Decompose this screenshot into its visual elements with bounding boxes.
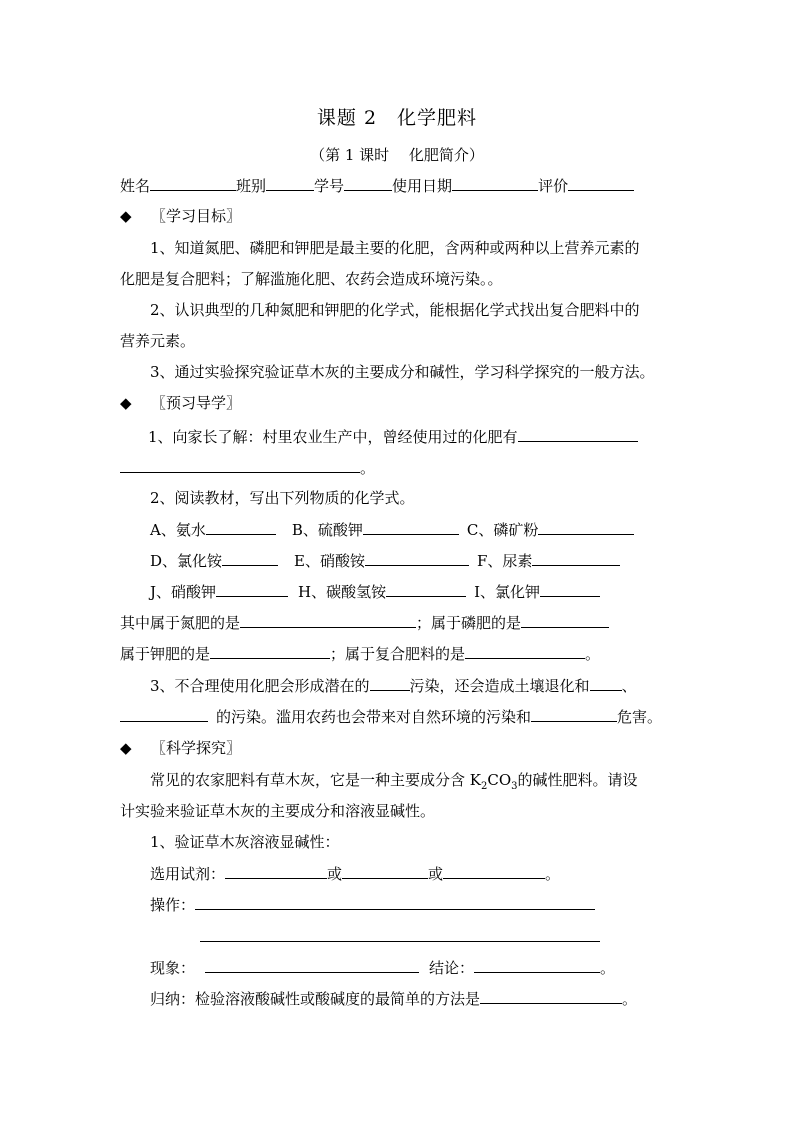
name-blank[interactable]	[150, 175, 236, 191]
summary-row	[150, 988, 710, 1009]
reagent-blank-3[interactable]	[443, 863, 545, 879]
soil-damage-blank[interactable]	[590, 675, 622, 691]
period-text: 。	[545, 865, 561, 883]
reagent-blank-2[interactable]	[342, 863, 428, 879]
goals-heading: 〖学习目标〗	[151, 207, 242, 225]
preview-q1-line-1	[148, 426, 708, 447]
item-a-blank[interactable]	[206, 519, 276, 535]
goals-heading-row	[120, 206, 241, 226]
diamond-bullet-icon: ◆	[120, 394, 132, 412]
potential-pollution-blank[interactable]	[370, 675, 410, 691]
summary-label: 归纳：检验溶液酸碱性或酸碱度的最简单的方法是	[150, 990, 481, 1008]
reagent-row	[150, 863, 710, 884]
or-text: 或	[327, 865, 343, 883]
diamond-bullet-icon: ◆	[120, 207, 132, 225]
formula-row-2	[150, 550, 710, 571]
conclusion-label: 结论：	[429, 959, 475, 977]
operation-row-2	[200, 926, 760, 947]
date-label: 使用日期	[392, 177, 453, 195]
used-fertilizers-blank-2[interactable]	[120, 457, 360, 473]
student-id-label: 学号	[314, 177, 345, 195]
name-label: 姓名	[120, 177, 151, 195]
item-e-blank[interactable]	[365, 550, 469, 566]
item-d-label: D、氯化铵	[150, 552, 223, 570]
summary-blank[interactable]	[480, 988, 622, 1004]
date-blank[interactable]	[452, 175, 538, 191]
class-blank[interactable]	[266, 175, 314, 191]
intro-text-c: 的碱性肥料。请设	[517, 771, 638, 789]
conclusion-blank[interactable]	[474, 957, 600, 973]
phosphate-fertilizer-blank[interactable]	[521, 612, 609, 628]
q3-text-c: 、	[621, 677, 637, 695]
item-i-blank[interactable]	[540, 581, 600, 597]
preview-q1-line-2	[120, 457, 680, 478]
goal-2-line-1: 2、认识典型的几种氮肥和钾肥的化学式，能根据化学式找出复合肥料中的	[150, 301, 640, 319]
nitrogen-fertilizer-blank[interactable]	[240, 612, 416, 628]
item-e-label: E、硝酸铵	[294, 552, 365, 570]
preview-heading: 〖预习导学〗	[151, 394, 242, 412]
explore-step-1: 1、验证草木灰溶液显碱性：	[150, 833, 340, 851]
operation-blank-2[interactable]	[200, 926, 600, 942]
explore-heading: 〖科学探究〗	[151, 739, 242, 757]
formula-row-3	[150, 581, 710, 602]
goal-1-line-1: 1、知道氮肥、磷肥和钾肥是最主要的化肥，含两种或两种以上营养元素的	[150, 239, 640, 257]
compound-fertilizer-blank[interactable]	[465, 643, 585, 659]
item-h-blank[interactable]	[386, 581, 466, 597]
preview-q1-text: 1、向家长了解：村里农业生产中，曾经使用过的化肥有	[148, 428, 518, 446]
other-pollution-blank[interactable]	[120, 706, 208, 722]
item-i-label: I、氯化钾	[474, 583, 541, 601]
subscript-2: 2	[480, 781, 488, 792]
or-text: 或	[428, 865, 444, 883]
explore-intro-line-2: 计实验来验证草木灰的主要成分和溶液显碱性。	[120, 802, 436, 820]
q3-text-d: 的污染。滥用农药也会带来对自然环境的污染和	[216, 708, 532, 726]
reagent-blank-1[interactable]	[225, 863, 327, 879]
q3-text-e: 危害。	[617, 708, 663, 726]
page-title: 课题 2 化学肥料	[316, 107, 478, 129]
phenomenon-label: 现象：	[150, 959, 196, 977]
preview-q2: 2、阅读教材，写出下列物质的化学式。	[150, 489, 415, 507]
q3-text-b: 污染，还会造成土壤退化和	[409, 677, 590, 695]
classification-row-2	[120, 643, 680, 664]
preview-q3-line-1	[150, 675, 710, 696]
evaluation-label: 评价	[538, 177, 569, 195]
q3-text-a: 3、不合理使用化肥会形成潜在的	[150, 677, 370, 695]
item-j-blank[interactable]	[216, 581, 288, 597]
student-info-row	[120, 175, 680, 196]
page-subtitle: （第 1 课时 化肥简介）	[310, 146, 484, 164]
intro-text-b: CO	[487, 771, 512, 789]
classification-row-1	[120, 612, 680, 633]
item-a-label: A、氨水	[150, 521, 206, 539]
period-text: 。	[360, 459, 376, 477]
operation-label: 操作：	[150, 896, 196, 914]
item-b-blank[interactable]	[363, 519, 459, 535]
goal-3: 3、通过实验探究验证草木灰的主要成分和碱性，学习科学探究的一般方法。	[150, 363, 655, 381]
explore-heading-row	[120, 738, 241, 758]
preview-q3-line-2	[120, 706, 680, 727]
item-h-label: H、碳酸氢铵	[298, 583, 387, 601]
hazard-blank[interactable]	[531, 706, 617, 722]
phenomenon-blank[interactable]	[205, 957, 419, 973]
period-text: 。	[585, 645, 601, 663]
class-label: 班别	[236, 177, 267, 195]
nitrogen-fertilizer-label: 其中属于氮肥的是	[120, 614, 241, 632]
subscript-3: 3	[511, 781, 518, 792]
intro-text-a: 常见的农家肥料有草木灰，它是一种主要成分含 K	[150, 771, 481, 789]
goal-1-line-2: 化肥是复合肥料；了解滥施化肥、农药会造成环境污染。。	[120, 270, 503, 288]
explore-intro-line-1	[150, 770, 710, 790]
preview-heading-row	[120, 393, 241, 413]
phenomenon-row	[150, 957, 710, 978]
student-id-blank[interactable]	[344, 175, 392, 191]
reagent-label: 选用试剂：	[150, 865, 226, 883]
compound-fertilizer-label: ；属于复合肥料的是	[330, 645, 466, 663]
item-b-label: B、硫酸钾	[291, 521, 363, 539]
diamond-bullet-icon: ◆	[120, 739, 132, 757]
item-c-label: C、磷矿粉	[466, 521, 539, 539]
item-f-label: F、尿素	[476, 552, 533, 570]
item-c-blank[interactable]	[538, 519, 634, 535]
item-j-label: J、硝酸钾	[150, 583, 217, 601]
evaluation-blank[interactable]	[568, 175, 634, 191]
period-text: 。	[622, 990, 638, 1008]
period-text: 。	[600, 959, 616, 977]
goal-2-line-2: 营养元素。	[120, 332, 196, 350]
formula-row-1	[150, 519, 710, 540]
potash-fertilizer-label: 属于钾肥的是	[120, 645, 211, 663]
operation-row	[150, 894, 710, 915]
item-f-blank[interactable]	[532, 550, 620, 566]
potash-fertilizer-blank[interactable]	[210, 643, 330, 659]
operation-blank-1[interactable]	[195, 894, 595, 910]
phosphate-fertilizer-label: ；属于磷肥的是	[416, 614, 522, 632]
item-d-blank[interactable]	[222, 550, 278, 566]
used-fertilizers-blank[interactable]	[518, 426, 638, 442]
